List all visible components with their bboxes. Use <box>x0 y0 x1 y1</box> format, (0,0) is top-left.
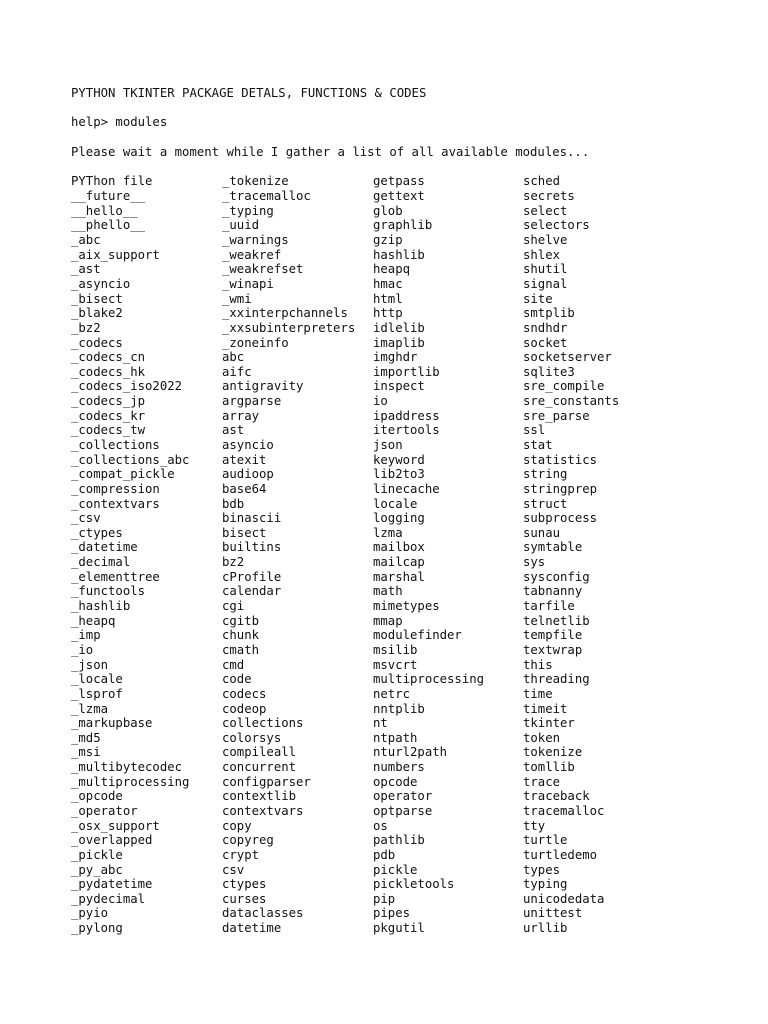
module-name: importlib <box>373 364 440 379</box>
module-name: _pickle <box>71 847 123 862</box>
module-name: pathlib <box>373 833 425 848</box>
module-name: cmath <box>222 642 260 657</box>
module-name: _overlapped <box>71 833 153 848</box>
module-name: symtable <box>523 540 583 555</box>
module-name: heapq <box>373 262 411 277</box>
module-name: string <box>523 467 568 482</box>
module-name: turtle <box>523 833 568 848</box>
module-name: site <box>523 291 553 306</box>
module-name: _bisect <box>71 291 123 306</box>
module-name: _md5 <box>71 730 101 745</box>
module-name: inspect <box>373 379 425 394</box>
module-name: tty <box>523 818 546 833</box>
module-name: binascii <box>222 511 282 526</box>
module-name: _pydatetime <box>71 877 153 892</box>
module-name: configparser <box>222 774 311 789</box>
module-name: _compat_pickle <box>71 467 175 482</box>
module-name: _codecs_iso2022 <box>71 379 183 394</box>
module-name: json <box>373 437 403 452</box>
module-name: _codecs_cn <box>71 350 146 365</box>
module-name: ssl <box>523 423 546 438</box>
module-name: sysconfig <box>523 569 590 584</box>
module-name: sched <box>523 174 561 189</box>
module-name: ipaddress <box>373 408 440 423</box>
module-name: _xxsubinterpreters <box>222 320 356 335</box>
module-name: copy <box>222 818 252 833</box>
module-name: cgi <box>222 599 245 614</box>
module-name: _lsprof <box>71 686 123 701</box>
module-name: _io <box>71 642 94 657</box>
module-name: msvcrt <box>373 657 418 672</box>
module-name: _hashlib <box>71 599 131 614</box>
module-name: linecache <box>373 481 440 496</box>
module-name: os <box>373 818 388 833</box>
module-name: _collections_abc <box>71 452 190 467</box>
module-name: colorsys <box>222 730 282 745</box>
module-name: __phello__ <box>71 218 146 233</box>
module-list <box>71 174 751 935</box>
module-name: shelve <box>523 233 568 248</box>
module-name: telnetlib <box>523 613 590 628</box>
module-name: typing <box>523 877 568 892</box>
module-name: sqlite3 <box>523 364 575 379</box>
module-name: types <box>523 862 561 877</box>
module-name: secrets <box>523 189 575 204</box>
module-name: _multibytecodec <box>71 760 183 775</box>
module-name: unicodedata <box>523 891 605 906</box>
module-name: numbers <box>373 760 425 775</box>
module-column <box>523 174 673 935</box>
module-name: _ctypes <box>71 525 123 540</box>
module-name: _opcode <box>71 789 123 804</box>
module-name: gzip <box>373 233 403 248</box>
module-column <box>373 174 523 935</box>
module-name: gettext <box>373 189 425 204</box>
module-name: compileall <box>222 745 297 760</box>
wait-message: Please wait a moment while I gather a list of all available modules... <box>71 144 590 159</box>
module-name: pickletools <box>373 877 455 892</box>
module-name: _weakref <box>222 247 282 262</box>
module-name: pip <box>373 891 396 906</box>
module-name: mimetypes <box>373 599 440 614</box>
module-name: ast <box>222 423 245 438</box>
module-name: asyncio <box>222 437 274 452</box>
module-name: shutil <box>523 262 568 277</box>
module-name: operator <box>373 789 433 804</box>
module-name: calendar <box>222 584 282 599</box>
module-name: imaplib <box>373 335 425 350</box>
module-name: netrc <box>373 686 411 701</box>
module-name: builtins <box>222 540 282 555</box>
module-name: contextlib <box>222 789 297 804</box>
module-name: _collections <box>71 437 160 452</box>
module-name: chunk <box>222 628 260 643</box>
module-name: threading <box>523 672 590 687</box>
module-name: nntplib <box>373 701 425 716</box>
module-name: mailbox <box>373 540 425 555</box>
module-name: _osx_support <box>71 818 160 833</box>
module-name: atexit <box>222 452 267 467</box>
module-name: _typing <box>222 203 274 218</box>
module-name: dataclasses <box>222 906 304 921</box>
module-name: copyreg <box>222 833 274 848</box>
module-name: optparse <box>373 804 433 818</box>
module-name: token <box>523 730 561 745</box>
module-name: _blake2 <box>71 306 123 321</box>
module-name: textwrap <box>523 642 583 657</box>
module-name: subprocess <box>523 511 598 526</box>
module-name: cgitb <box>222 613 260 628</box>
module-name: sre_parse <box>523 408 590 423</box>
module-name: tempfile <box>523 628 583 643</box>
module-name: pkgutil <box>373 921 425 936</box>
module-name: ctypes <box>222 877 267 892</box>
module-name: opcode <box>373 774 418 789</box>
module-name: sys <box>523 555 546 570</box>
module-name: _codecs <box>71 335 123 350</box>
module-name: _decimal <box>71 555 131 570</box>
module-name: traceback <box>523 789 590 804</box>
module-name: idlelib <box>373 320 425 335</box>
module-column <box>71 174 222 935</box>
module-name: ntpath <box>373 730 418 745</box>
module-name: _codecs_hk <box>71 364 146 379</box>
module-name: aifc <box>222 364 252 379</box>
module-name: http <box>373 306 403 321</box>
module-name: select <box>523 203 568 218</box>
module-name: _codecs_tw <box>71 423 146 438</box>
module-name: selectors <box>523 218 590 233</box>
module-name: pickle <box>373 862 418 877</box>
module-name: _uuid <box>222 218 260 233</box>
module-name: _multiprocessing <box>71 774 190 789</box>
module-name: tarfile <box>523 599 575 614</box>
module-name: _bz2 <box>71 320 101 335</box>
document-page <box>71 86 751 936</box>
module-name: nturl2path <box>373 745 448 760</box>
module-name: PYThon file <box>71 174 153 189</box>
module-name: pipes <box>373 906 411 921</box>
spacer <box>71 101 751 116</box>
module-name: lzma <box>373 525 403 540</box>
module-name: _operator <box>71 804 138 818</box>
module-name: io <box>373 394 388 409</box>
module-name: __hello__ <box>71 203 138 218</box>
module-name: bisect <box>222 525 267 540</box>
module-name: collections <box>222 716 304 731</box>
module-name: _markupbase <box>71 716 153 731</box>
module-name: stat <box>523 437 553 452</box>
module-name: codeop <box>222 701 267 716</box>
module-name: sre_compile <box>523 379 605 394</box>
module-name: msilib <box>373 642 418 657</box>
module-name: _py_abc <box>71 862 123 877</box>
module-name: _msi <box>71 745 101 760</box>
module-name: bdb <box>222 496 245 511</box>
module-name: abc <box>222 350 245 365</box>
module-name: _ast <box>71 262 101 277</box>
module-name: graphlib <box>373 218 433 233</box>
module-name: lib2to3 <box>373 467 425 482</box>
module-name: sre_constants <box>523 394 620 409</box>
module-name: __future__ <box>71 189 146 204</box>
module-name: time <box>523 686 553 701</box>
module-name: socket <box>523 335 568 350</box>
spacer <box>71 130 751 145</box>
module-name: hmac <box>373 276 403 291</box>
module-name: locale <box>373 496 418 511</box>
module-name: smtplib <box>523 306 575 321</box>
module-name: _elementtree <box>71 569 160 584</box>
module-name: antigravity <box>222 379 304 394</box>
module-name: getpass <box>373 174 425 189</box>
module-name: hashlib <box>373 247 425 262</box>
module-name: cmd <box>222 657 245 672</box>
module-name: statistics <box>523 452 598 467</box>
module-name: trace <box>523 774 561 789</box>
module-name: crypt <box>222 847 260 862</box>
module-name: argparse <box>222 394 282 409</box>
module-name: logging <box>373 511 425 526</box>
module-name: _weakrefset <box>222 262 304 277</box>
module-name: modulefinder <box>373 628 462 643</box>
module-name: _tokenize <box>222 174 289 189</box>
module-name: signal <box>523 276 568 291</box>
module-name: _warnings <box>222 233 289 248</box>
module-name: keyword <box>373 452 425 467</box>
module-name: code <box>222 672 252 687</box>
module-name: _contextvars <box>71 496 160 511</box>
module-name: concurrent <box>222 760 297 775</box>
module-name: _locale <box>71 672 123 687</box>
module-name: _codecs_kr <box>71 408 146 423</box>
module-name: pdb <box>373 847 396 862</box>
module-name: itertools <box>373 423 440 438</box>
module-name: base64 <box>222 481 267 496</box>
module-name: _pydecimal <box>71 891 146 906</box>
module-name: urllib <box>523 921 568 936</box>
module-name: _csv <box>71 511 101 526</box>
module-name: codecs <box>222 686 267 701</box>
module-name: shlex <box>523 247 561 262</box>
module-name: array <box>222 408 260 423</box>
module-name: tracemalloc <box>523 804 605 818</box>
module-name: nt <box>373 716 388 731</box>
module-name: tabnanny <box>523 584 583 599</box>
module-name: this <box>523 657 553 672</box>
module-name: unittest <box>523 906 583 921</box>
module-name: _heapq <box>71 613 116 628</box>
module-name: imghdr <box>373 350 418 365</box>
module-name: _lzma <box>71 701 109 716</box>
module-name: bz2 <box>222 555 245 570</box>
module-column <box>222 174 373 935</box>
module-name: tkinter <box>523 716 575 731</box>
module-name: mailcap <box>373 555 425 570</box>
module-name: _datetime <box>71 540 138 555</box>
module-name: _functools <box>71 584 146 599</box>
module-name: _winapi <box>222 276 274 291</box>
module-name: mmap <box>373 613 403 628</box>
module-name: _aix_support <box>71 247 160 262</box>
module-name: tomllib <box>523 760 575 775</box>
module-name: _json <box>71 657 109 672</box>
module-name: multiprocessing <box>373 672 485 687</box>
module-name: _wmi <box>222 291 252 306</box>
module-name: _abc <box>71 233 101 248</box>
module-name: stringprep <box>523 481 598 496</box>
module-name: _pyio <box>71 906 109 921</box>
module-name: math <box>373 584 403 599</box>
spacer <box>71 160 751 175</box>
module-name: sunau <box>523 525 561 540</box>
module-name: audioop <box>222 467 274 482</box>
module-name: glob <box>373 203 403 218</box>
module-name: sndhdr <box>523 320 568 335</box>
module-name: _imp <box>71 628 101 643</box>
module-name: timeit <box>523 701 568 716</box>
module-name: curses <box>222 891 267 906</box>
module-name: struct <box>523 496 568 511</box>
help-command-line: help> modules <box>71 115 168 130</box>
module-name: marshal <box>373 569 425 584</box>
module-name: _asyncio <box>71 276 131 291</box>
module-name: csv <box>222 862 245 877</box>
module-name: _zoneinfo <box>222 335 289 350</box>
module-name: _tracemalloc <box>222 189 311 204</box>
module-name: _pylong <box>71 921 123 936</box>
module-name: _codecs_jp <box>71 394 146 409</box>
document-title: PYTHON TKINTER PACKAGE DETALS, FUNCTIONS & CODES <box>71 86 427 100</box>
module-name: tokenize <box>523 745 583 760</box>
module-name: _xxinterpchannels <box>222 306 348 321</box>
module-name: _compression <box>71 481 160 496</box>
module-name: socketserver <box>523 350 612 365</box>
module-name: contextvars <box>222 804 304 818</box>
module-name: html <box>373 291 403 306</box>
module-name: datetime <box>222 921 282 936</box>
module-name: turtledemo <box>523 847 598 862</box>
module-name: cProfile <box>222 569 282 584</box>
